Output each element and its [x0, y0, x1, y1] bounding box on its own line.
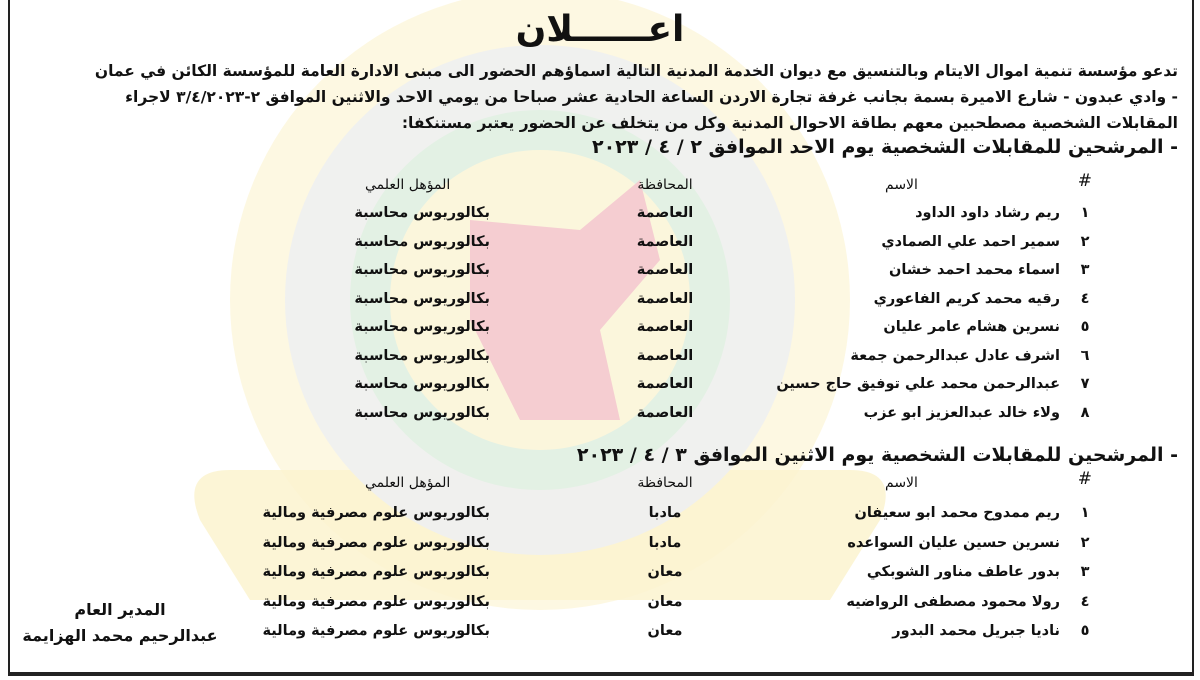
candidate-qualification: بكالوريوس محاسبة	[354, 347, 490, 364]
column-header-name: الاسم	[885, 177, 918, 193]
row-number: ٢	[1080, 233, 1090, 250]
column-header-num: #	[1077, 171, 1092, 191]
candidate-qualification: بكالوريوس محاسبة	[354, 205, 490, 221]
signature-name: عبدالرحيم محمد الهزايمة	[22, 626, 218, 645]
candidate-name: عبدالرحمن محمد علي توفيق حاج حسين	[776, 376, 1060, 392]
candidate-name: بدور عاطف مناور الشوبكي	[866, 564, 1060, 580]
section-heading-sunday: - المرشحين للمقابلات الشخصية يوم الاحد الموافق ٢ / ٤ / ٢٠٢٣	[591, 136, 1178, 158]
candidate-qualification: بكالوريوس محاسبة	[354, 290, 490, 307]
row-number: ٤	[1080, 593, 1090, 610]
candidate-name: رولا محمود مصطفى الرواضيه	[846, 593, 1060, 610]
column-header-num: #	[1077, 469, 1092, 489]
candidate-governorate: مادبا	[648, 534, 682, 551]
candidate-governorate: معان	[647, 593, 683, 610]
intro-line-3: المقابلات الشخصية مصطحبين معهم بطاقة الاحوال المدنية وكل من يتخلف عن الحضور يعتبر مستنكفا:	[401, 114, 1178, 132]
row-number: ٥	[1080, 623, 1090, 639]
candidate-qualification: بكالوريوس محاسبة	[354, 262, 490, 278]
column-header-governorate: المحافظة	[637, 475, 693, 491]
candidate-governorate: العاصمة	[636, 319, 694, 335]
candidate-governorate: معان	[647, 623, 683, 639]
signature-role: المدير العام	[74, 600, 166, 619]
candidate-qualification: بكالوريوس علوم مصرفية ومالية	[262, 505, 490, 521]
column-header-governorate: المحافظة	[637, 177, 693, 193]
candidate-qualification: بكالوريوس علوم مصرفية ومالية	[262, 534, 490, 551]
column-header-name: الاسم	[885, 475, 918, 491]
candidate-name: ريم رشاد داود الداود	[915, 205, 1060, 221]
row-number: ٤	[1080, 290, 1090, 307]
candidate-governorate: العاصمة	[636, 376, 694, 392]
candidate-governorate: العاصمة	[636, 262, 694, 278]
row-number: ١	[1080, 205, 1090, 221]
intro-line-2: - وادي عبدون - شارع الاميرة بسمة بجانب غرفة تجارة الاردن الساعة الحادية عشر صباحا من يومي الاحد والاثنين الموافق ٢-٣/٤/٢٠٢٣ لاجراء	[125, 88, 1178, 106]
row-number: ١	[1080, 505, 1090, 521]
candidate-name: رقيه محمد كريم الفاعوري	[873, 290, 1060, 307]
candidate-name: اشرف عادل عبدالرحمن جمعة	[850, 347, 1060, 364]
section-heading-monday: - المرشحين للمقابلات الشخصية يوم الاثنين الموافق ٣ / ٤ / ٢٠٢٣	[576, 444, 1178, 466]
candidate-qualification: بكالوريوس علوم مصرفية ومالية	[262, 593, 490, 610]
candidate-qualification: بكالوريوس علوم مصرفية ومالية	[262, 623, 490, 639]
row-number: ٢	[1080, 534, 1090, 551]
row-number: ٣	[1080, 564, 1090, 580]
candidate-qualification: بكالوريوس محاسبة	[354, 319, 490, 335]
column-header-qualification: المؤهل العلمي	[365, 475, 451, 491]
row-number: ٦	[1080, 347, 1090, 364]
candidate-governorate: العاصمة	[636, 347, 694, 364]
candidate-governorate: العاصمة	[636, 233, 694, 250]
candidate-qualification: بكالوريوس محاسبة	[354, 233, 490, 250]
candidate-governorate: معان	[647, 564, 683, 580]
row-number: ٧	[1080, 376, 1090, 392]
candidate-qualification: بكالوريوس محاسبة	[354, 404, 490, 421]
candidate-qualification: بكالوريوس علوم مصرفية ومالية	[262, 564, 490, 580]
intro-line-1: تدعو مؤسسة تنمية اموال الايتام وبالتنسيق مع ديوان الخدمة المدنية التالية اسماؤهم الحضور الى مبنى الادارة العامة للمؤسسة الكائن في عمان	[94, 62, 1178, 80]
candidate-governorate: العاصمة	[636, 290, 694, 307]
announcement-title: اعــــــلان	[515, 9, 685, 50]
candidate-name: اسماء محمد احمد خشان	[888, 262, 1060, 278]
candidate-name: ناديا جبريل محمد البدور	[892, 623, 1060, 639]
candidate-name: سمير احمد علي الصمادي	[881, 233, 1060, 250]
candidate-name: ريم ممدوح محمد ابو سعيفان	[854, 505, 1060, 521]
candidate-qualification: بكالوريوس محاسبة	[354, 376, 490, 392]
candidate-governorate: مادبا	[648, 505, 682, 521]
candidate-governorate: العاصمة	[636, 404, 694, 421]
row-number: ٨	[1080, 404, 1090, 421]
column-header-qualification: المؤهل العلمي	[365, 177, 451, 193]
candidate-name: ولاء خالد عبدالعزيز ابو عزب	[863, 404, 1060, 421]
candidate-governorate: العاصمة	[636, 205, 694, 221]
candidate-name: نسرين حسين عليان السواعده	[847, 534, 1060, 551]
candidate-name: نسرين هشام عامر عليان	[883, 319, 1060, 335]
row-number: ٥	[1080, 319, 1090, 335]
row-number: ٣	[1080, 262, 1090, 278]
